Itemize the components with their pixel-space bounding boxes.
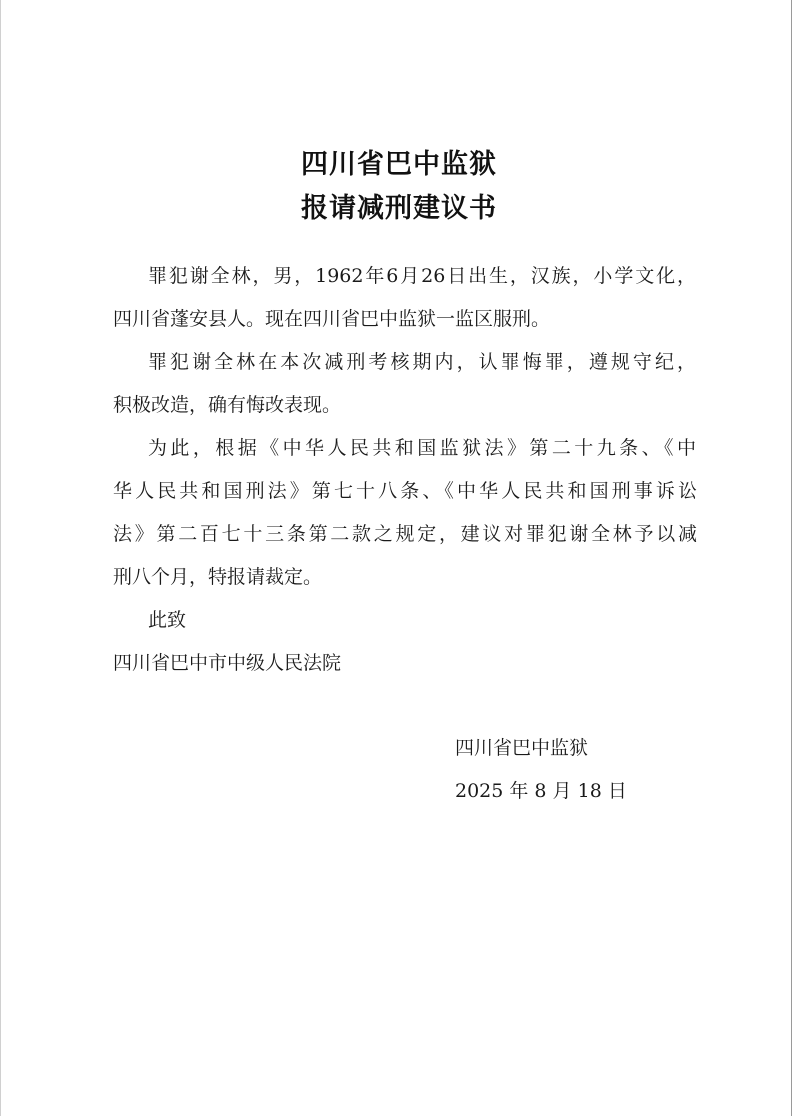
paragraph3-line1: 为此，根据《中华人民共和国监狱法》第二十九条、《中 [148, 437, 696, 459]
document-title-line2: 报请减刑建议书 [301, 193, 497, 224]
document-title-line1: 四川省巴中监狱 [301, 149, 497, 180]
signer: 四川省巴中监狱 [455, 737, 589, 759]
paragraph1-line1: 罪犯谢全林，男，1962年6月26日出生，汉族，小学文化， [148, 265, 696, 287]
date: 2025 年 8 月 18 日 [455, 780, 627, 802]
paragraph3-line3: 法》第二百七十三条第二款之规定，建议对罪犯谢全林予以减 [113, 523, 697, 545]
salutation: 此致 [148, 609, 187, 631]
recipient: 四川省巴中市中级人民法院 [113, 652, 342, 674]
paragraph3-line4: 刑八个月，特报请裁定。 [113, 566, 323, 588]
paragraph1-line2: 四川省蓬安县人。现在四川省巴中监狱一监区服刑。 [113, 308, 551, 330]
paragraph2-line2: 积极改造，确有悔改表现。 [113, 394, 342, 416]
paragraph3-line2: 华人民共和国刑法》第七十八条、《中华人民共和国刑事诉讼 [113, 480, 697, 502]
paragraph2-line1: 罪犯谢全林在本次减刑考核期内，认罪悔罪，遵规守纪， [148, 351, 696, 373]
